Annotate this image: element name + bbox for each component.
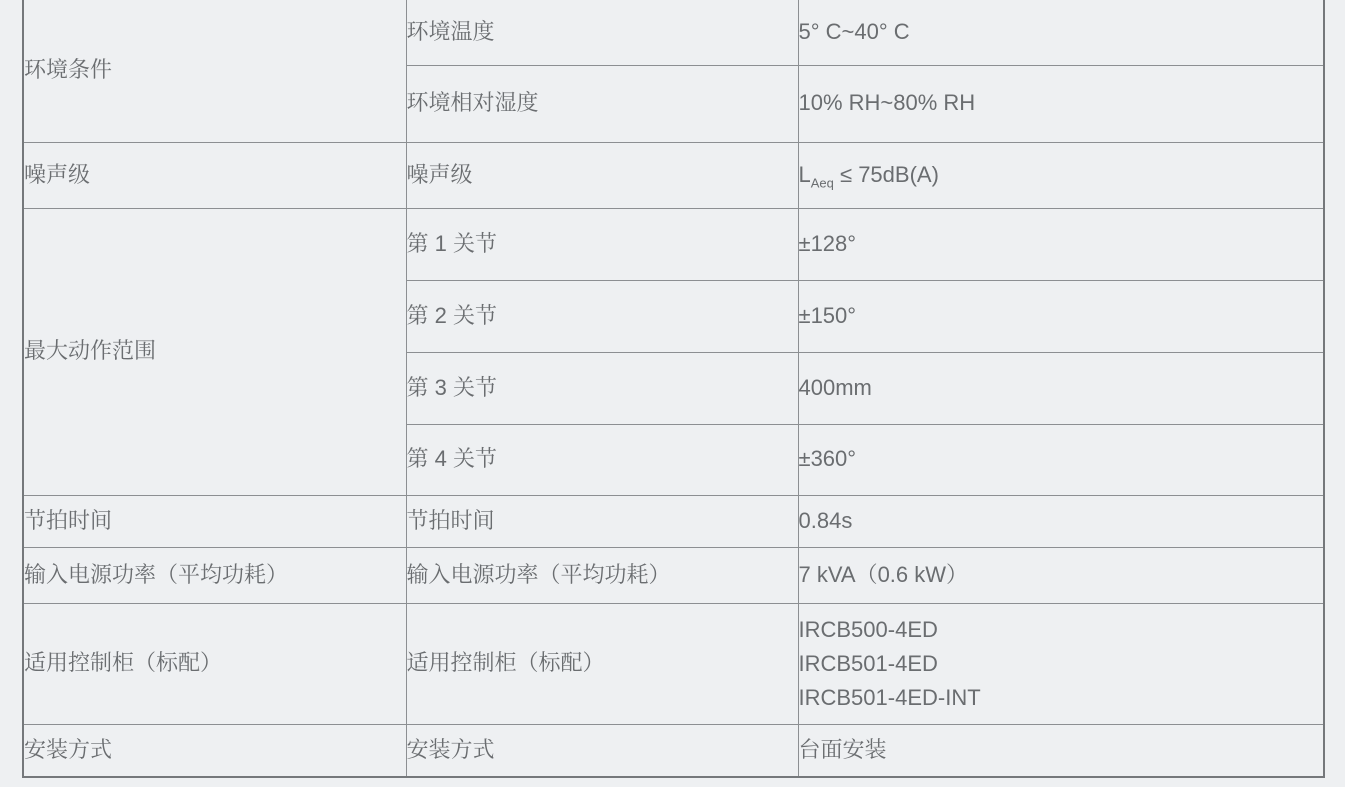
param-ambient-temperature: 环境温度 — [406, 0, 798, 65]
param-noise-level: 噪声级 — [406, 142, 798, 208]
param-joint-4: 第 4 关节 — [406, 424, 798, 495]
noise-value-rest: ≤ 75dB(A) — [833, 161, 939, 187]
group-cell-cycle-time: 节拍时间 — [23, 495, 406, 547]
value-joint-4: ±360° — [798, 424, 1324, 495]
table-row — [23, 208, 1324, 280]
value-noise-level — [798, 142, 1324, 208]
value-ambient-temperature: 5° C~40° C — [798, 0, 1324, 65]
param-mounting: 安装方式 — [406, 724, 798, 777]
value-mounting: 台面安装 — [798, 724, 1324, 777]
table-row — [23, 603, 1324, 724]
table-row — [23, 0, 1324, 65]
group-cell-environment: 环境条件 — [23, 0, 406, 142]
param-input-power: 输入电源功率（平均功耗） — [406, 547, 798, 603]
controller-model-2: IRCB501-4ED — [798, 650, 938, 676]
group-cell-noise: 噪声级 — [23, 142, 406, 208]
group-cell-mounting: 安装方式 — [23, 724, 406, 777]
value-joint-1: ±128° — [798, 208, 1324, 280]
controller-model-1: IRCB500-4ED — [798, 616, 938, 642]
param-joint-3: 第 3 关节 — [406, 352, 798, 424]
param-relative-humidity: 环境相对湿度 — [406, 65, 798, 142]
value-input-power: 7 kVA（0.6 kW） — [798, 547, 1324, 603]
group-cell-motion-range: 最大动作范围 — [23, 208, 406, 495]
table-row — [23, 724, 1324, 777]
param-joint-1: 第 1 关节 — [406, 208, 798, 280]
param-cycle-time: 节拍时间 — [406, 495, 798, 547]
controller-model-3: IRCB501-4ED-INT — [798, 684, 981, 710]
table-row — [23, 547, 1324, 603]
value-controller — [798, 603, 1324, 724]
spec-table — [22, 0, 1325, 778]
spec-table-container — [22, 0, 1323, 778]
group-cell-input-power: 输入电源功率（平均功耗） — [23, 547, 406, 603]
value-relative-humidity: 10% RH~80% RH — [798, 65, 1324, 142]
value-joint-3: 400mm — [798, 352, 1324, 424]
param-joint-2: 第 2 关节 — [406, 280, 798, 352]
param-controller: 适用控制柜（标配） — [406, 603, 798, 724]
value-cycle-time: 0.84s — [798, 495, 1324, 547]
table-row — [23, 142, 1324, 208]
table-row — [23, 495, 1324, 547]
noise-value-subscript: Aeq — [810, 175, 834, 191]
noise-value-base: L — [798, 161, 811, 187]
group-cell-controller: 适用控制柜（标配） — [23, 603, 406, 724]
value-joint-2: ±150° — [798, 280, 1324, 352]
